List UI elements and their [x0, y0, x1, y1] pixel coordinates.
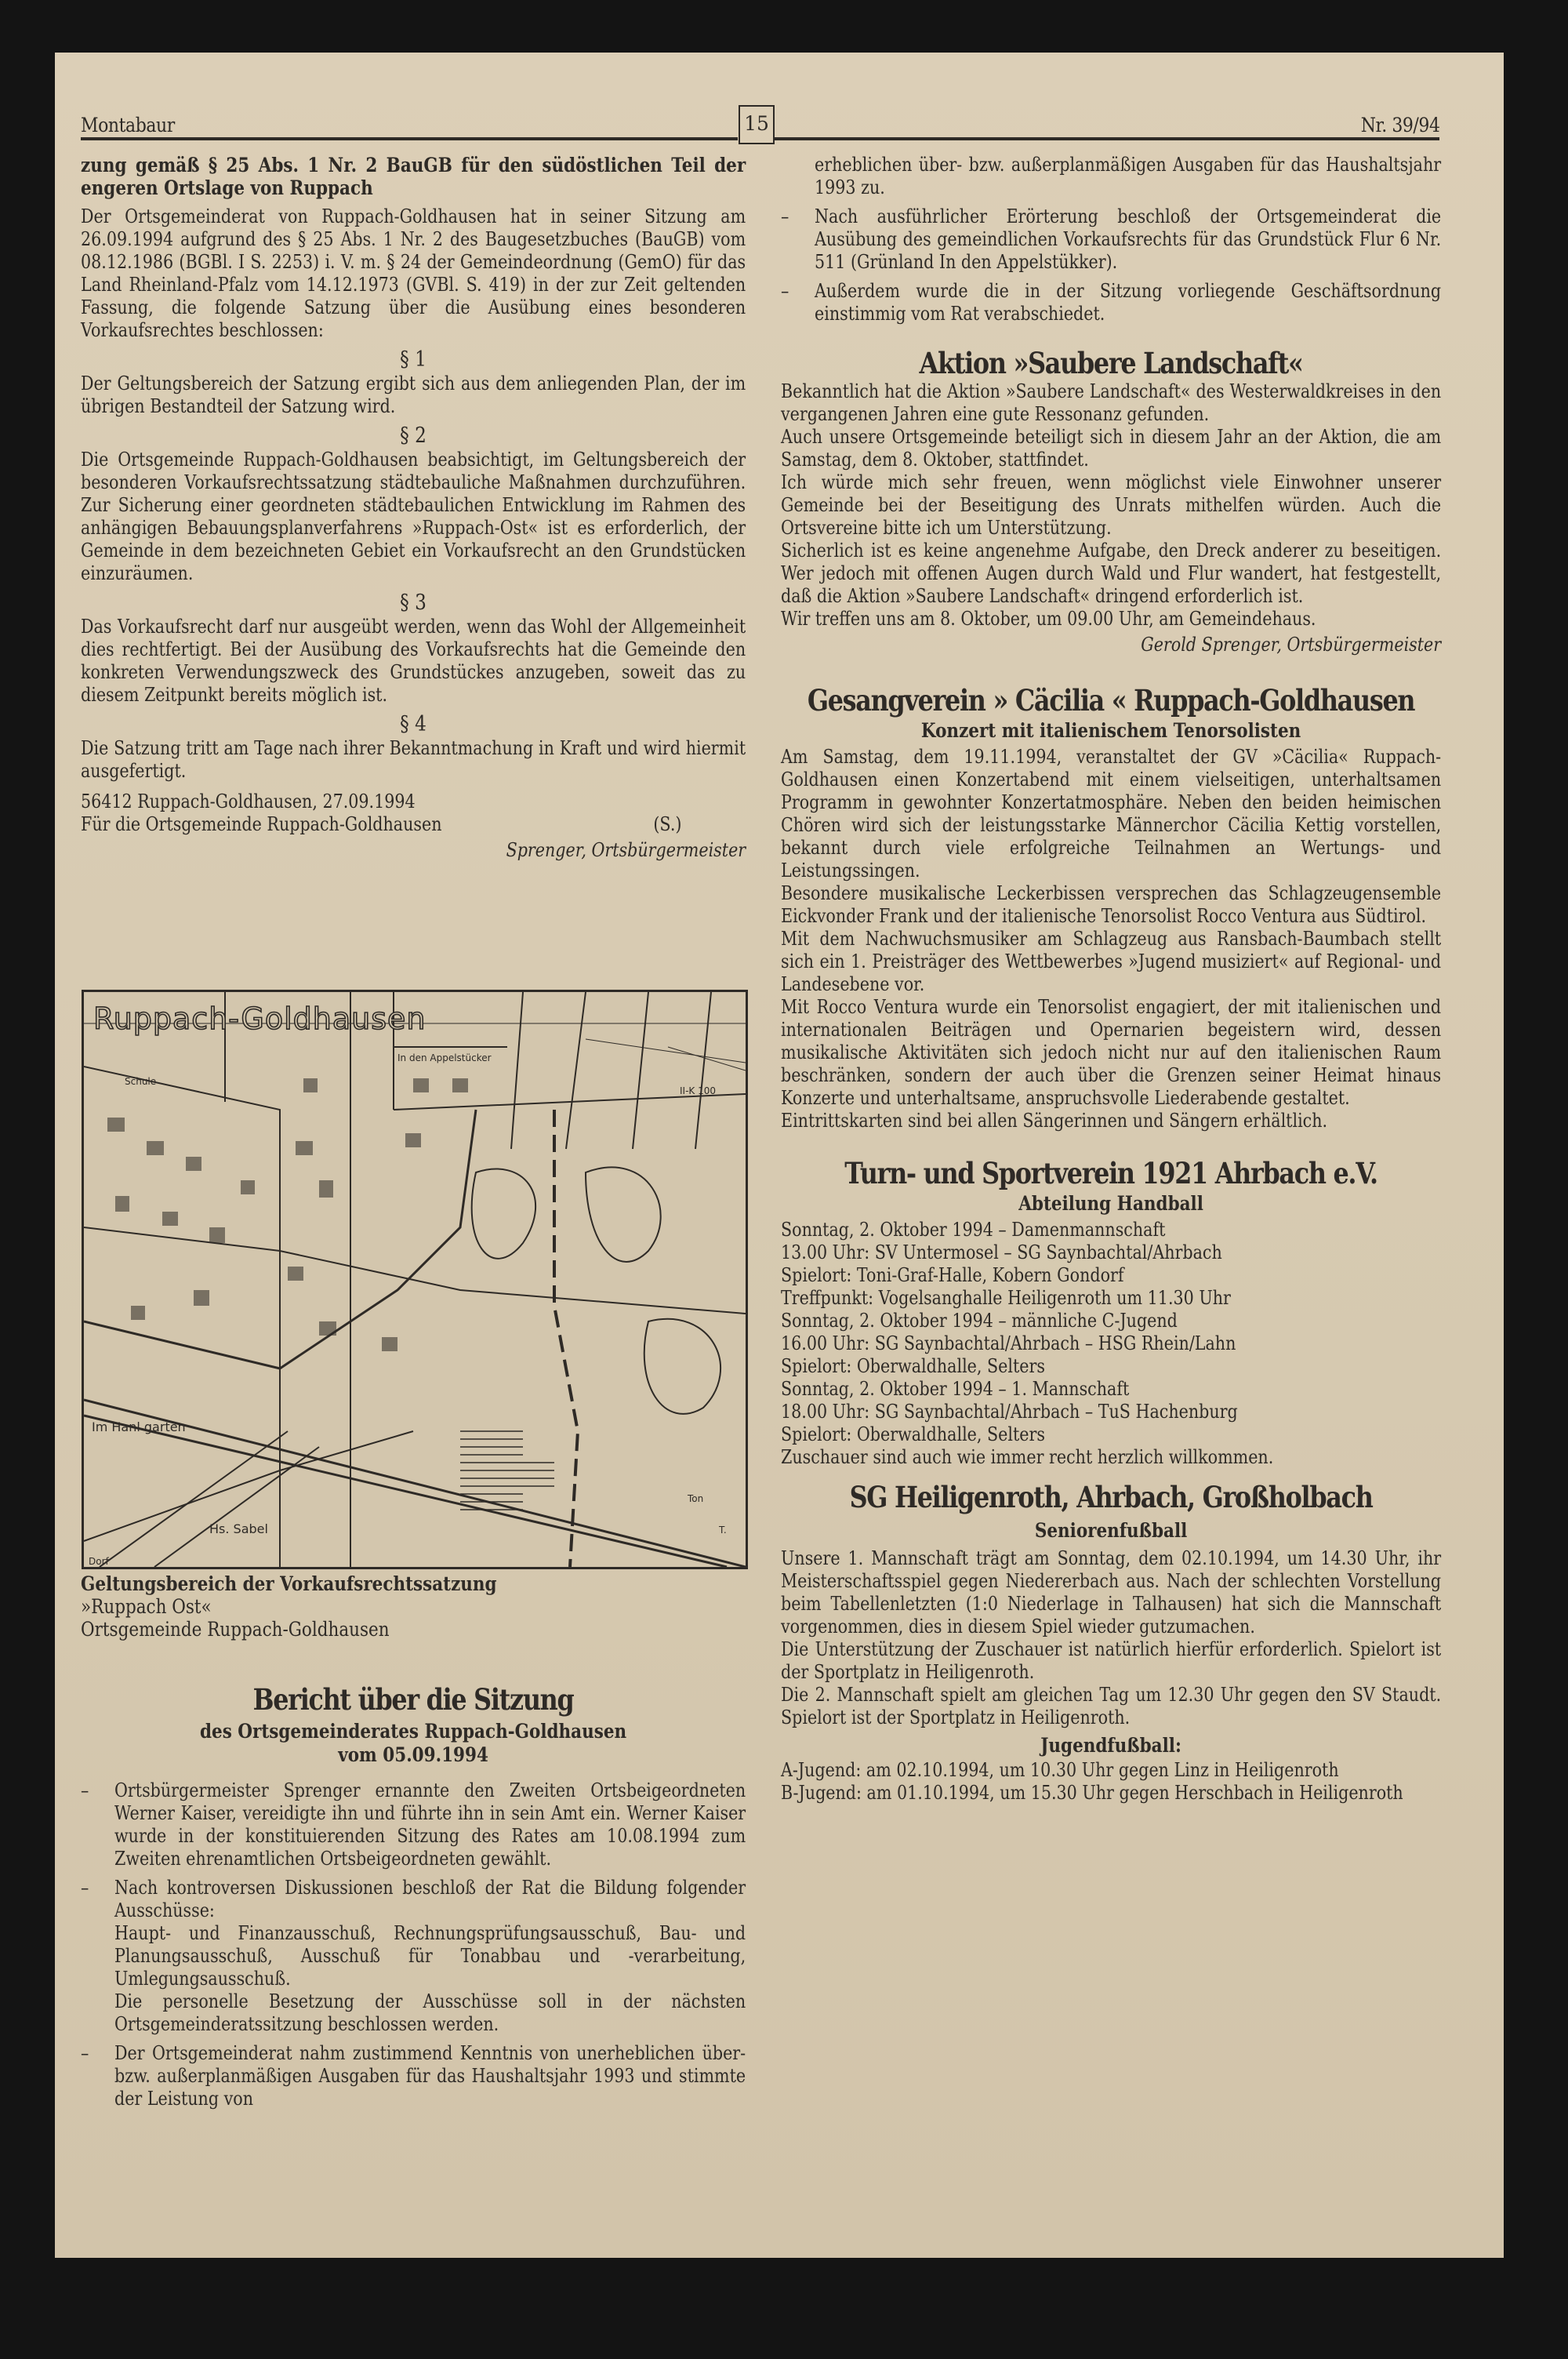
aktion-signature: Gerold Sprenger, Ortsbürgermeister: [1141, 634, 1442, 656]
gesangverein-paragraph: Am Samstag, dem 19.11.1994, veranstaltet der GV »Cäcilia« Ruppach-Goldhausen einen Konzertabend mit einem vielseitigen, unterhaltsamen Programm in gewohnter Konzertatmosphäre. Neben den beiden heimischen Chören wird sich der leistungsstarke Männerchor Cäcilia Kettig vorstellen, bekannt durch viele erfolgreiche Teilnahmen an Wertungs- und Leistungssingen.: [781, 746, 1442, 881]
map-label: II-K 100: [680, 1085, 716, 1096]
tus-line: Treffpunkt: Vogelsanghalle Heiligenroth um 11.30 Uhr: [781, 1287, 1231, 1309]
gesangverein-paragraph: Mit Rocco Ventura wurde ein Tenorsolist engagiert, der mit italienischen und internationalen Beiträgen und Opernarien begeistern wird, dessen musikalische Aktivitäten sich jedoch nicht nur auf den italienischen Raum beschränken, sondern der auch über die Grenzen seiner Heimat hinaus Konzerte und unterhaltsame, anspruchsvolle Liederabende gestaltet.: [781, 996, 1442, 1109]
sg-paragraph: Unsere 1. Mannschaft trägt am Sonntag, dem 02.10.1994, um 14.30 Uhr, ihr Meisterschaftsspiel gegen Niedererbach aus. Nach der schlechten Vorstellung beim Tabellenletzten (1:0 Niederlage in Talhausen) hat sich die Mannschaft vorgenommen, dies in diesem Spiel wieder gutzumachen.: [781, 1547, 1442, 1637]
gesangverein-subtitle: Konzert mit italienischem Tenorsolisten: [920, 719, 1301, 742]
section-text: Die Ortsgemeinde Ruppach-Goldhausen beabsichtigt, im Geltungsbereich der besonderen Vorkaufsrechtssatzung städtebauliche Maßnahmen durchzuführen. Zur Sicherung einer geordneten städtebaulichen Entwicklung im Rahmen des anhängigen Bebauungsplanverfahrens »Ruppach-Ost« ist es erforderlich, der Gemeinde in dem bezeichneten Gebiet ein Vorkaufsrecht an den Grundstücken einzuräumen.: [81, 449, 746, 584]
section-text: Der Geltungsbereich der Satzung ergibt sich aus dem anliegenden Plan, der im übrigen Bestandteil der Satzung wird.: [81, 373, 746, 417]
map-label: Hs. Sabel: [209, 1521, 268, 1536]
report-continuation: erheblichen über- bzw. außerplanmäßigen Ausgaben für das Haushaltsjahr 1993 zu.: [815, 154, 1442, 198]
report-item-text: – Nach kontroversen Diskussionen beschloß der Rat die Bildung folgender Ausschüsse:: [114, 1877, 746, 1921]
caption-line3: Ortsgemeinde Ruppach-Goldhausen: [81, 1618, 390, 1641]
header-town: Montabaur: [81, 114, 175, 136]
section-text: Die Satzung tritt am Tage nach ihrer Bekanntmachung in Kraft und wird hiermit ausgefertigt.: [81, 737, 746, 782]
gesangverein-paragraph: Mit dem Nachwuchsmusiker am Schlagzeug aus Ransbach-Baumbach stellt sich ein 1. Preisträger des Wettbewerbes »Jugend musiziert« auf Regional- und Landesebene vor.: [781, 928, 1442, 995]
map-label: In den Appelstücker: [397, 1052, 492, 1063]
page-number: 15: [739, 105, 775, 144]
youth-line: A-Jugend: am 02.10.1994, um 10.30 Uhr gegen Linz in Heiligenroth: [781, 1759, 1339, 1781]
for-line-row: [81, 813, 746, 836]
report-date: vom 05.09.1994: [338, 1743, 488, 1766]
map-label: Schule: [125, 1076, 157, 1087]
report-title: Bericht über die Sitzung: [252, 1682, 574, 1717]
satzung-heading: zung gemäß § 25 Abs. 1 Nr. 2 BauGB für den südöstlichen Teil der engeren Ortslage von Ruppach: [81, 154, 746, 199]
map-drawing: [84, 992, 746, 1567]
report-list: [81, 1779, 746, 2110]
map-label: Im Hanl garten: [92, 1419, 186, 1434]
report-item: – Ortsbürgermeister Sprenger ernannte den Zweiten Ortsbeigeordneten Werner Kaiser, vereidigte ihn und führte ihn in sein Amt ein. Werner Kaiser wurde in der konstituierenden Sitzung des Rates am 10.08.1994 zum Zweiten ehrenamtlichen Ortsbeigeordneten gewählt.: [81, 1779, 746, 1870]
tus-line: Spielort: Toni-Graf-Halle, Kobern Gondorf: [781, 1264, 1124, 1286]
aktion-paragraph: Auch unsere Ortsgemeinde beteiligt sich in diesem Jahr an der Aktion, die am Samstag, dem 8. Oktober, stattfindet.: [781, 426, 1442, 471]
tus-line: Zuschauer sind auch wie immer recht herzlich willkommen.: [781, 1446, 1274, 1468]
section-title: § 2: [400, 423, 426, 448]
gesangverein-title: Gesangverein » Cäcilia « Ruppach-Goldhausen: [807, 683, 1415, 718]
sg-paragraph: Die 2. Mannschaft spielt am gleichen Tag um 12.30 Uhr gegen den SV Staudt. Spielort ist der Sportplatz in Heiligenroth.: [781, 1684, 1442, 1728]
tus-line: Sonntag, 2. Oktober 1994 – 1. Mannschaft: [781, 1378, 1130, 1400]
map-label: Dorf: [89, 1556, 109, 1567]
tus-line: Sonntag, 2. Oktober 1994 – Damenmannschaft: [781, 1219, 1166, 1241]
map-label: Ton: [688, 1493, 704, 1504]
seal-mark: (S.): [653, 813, 682, 835]
gesangverein-paragraph: Eintrittskarten sind bei allen Sängerinnen und Sängern erhältlich.: [781, 1110, 1328, 1132]
aktion-title: Aktion »Saubere Landschaft«: [919, 346, 1303, 380]
aktion-paragraph: Sicherlich ist es keine angenehme Aufgabe, den Dreck anderer zu beseitigen. Wer jedoch mit offenen Augen durch Wald und Flur wandert, hat festgestellt, daß die Aktion »Saubere Landschaft« dringend erforderlich ist.: [781, 540, 1442, 607]
right-column: [781, 154, 1441, 1805]
issue-number: Nr. 39/94: [1361, 114, 1440, 136]
tus-line: 18.00 Uhr: SG Saynbachtal/Ahrbach – TuS Hachenburg: [781, 1401, 1238, 1423]
report-section: [81, 1682, 746, 2117]
signature: Sprenger, Ortsbürgermeister: [506, 839, 746, 861]
youth-title: Jugendfußball:: [1040, 1734, 1181, 1757]
report-list-continued: [781, 205, 1441, 325]
section-text: Das Vorkaufsrecht darf nur ausgeübt werden, wenn das Wohl der Allgemeinheit dies rechtfertigt. Bei der Ausübung des Vorkaufsrechts hat die Gemeinde den konkreten Verwendungszweck des Grundstückes anzugeben, soweit das zu diesem Zeitpunkt bereits möglich ist.: [81, 616, 746, 706]
site-plan-map: [82, 990, 748, 1569]
tus-subtitle: Abteilung Handball: [1018, 1192, 1203, 1215]
caption-line2: »Ruppach Ost«: [81, 1595, 212, 1618]
report-item: [81, 1877, 746, 2036]
tus-line: 16.00 Uhr: SG Saynbachtal/Ahrbach – HSG Rhein/Lahn: [781, 1332, 1236, 1354]
map-label: T.: [719, 1525, 727, 1536]
for-line: Für die Ortsgemeinde Ruppach-Goldhausen: [81, 813, 442, 835]
section-title: § 4: [400, 712, 426, 736]
tus-line: Spielort: Oberwaldhalle, Selters: [781, 1423, 1045, 1445]
tus-title: Turn- und Sportverein 1921 Ahrbach e.V.: [844, 1156, 1377, 1190]
report-item: – Außerdem wurde die in der Sitzung vorliegende Geschäftsordnung einstimmig vom Rat verabschiedet.: [781, 280, 1441, 325]
tus-line: Sonntag, 2. Oktober 1994 – männliche C-Jugend: [781, 1310, 1178, 1332]
gesangverein-paragraph: Besondere musikalische Leckerbissen versprechen das Schlagzeugensemble Eickvonder Frank und der italienische Tenorsolist Rocco Ventura aus Südtirol.: [781, 882, 1442, 927]
section-title: § 1: [400, 347, 426, 372]
caption-line1: Geltungsbereich der Vorkaufsrechtssatzung: [81, 1572, 497, 1595]
tus-line: Spielort: Oberwaldhalle, Selters: [781, 1355, 1045, 1377]
youth-line: B-Jugend: am 01.10.1994, um 15.30 Uhr gegen Herschbach in Heiligenroth: [781, 1782, 1403, 1804]
committee-note: Die personelle Besetzung der Ausschüsse soll in der nächsten Ortsgemeinderatssitzung beschlossen werden.: [114, 1990, 746, 2035]
header-rule-left: [81, 137, 738, 140]
section-title: § 3: [400, 591, 426, 615]
aktion-paragraph: Ich würde mich sehr freuen, wenn möglichst viele Einwohner unserer Gemeinde bei der Beseitigung des Unrats mithelfen würden. Auch die Ortsvereine bitte ich um Unterstützung.: [781, 471, 1442, 539]
map-title-lettering: Ruppach-Goldhausen: [93, 1001, 426, 1036]
place-date: 56412 Ruppach-Goldhausen, 27.09.1994: [81, 791, 416, 812]
report-subtitle: des Ortsgemeinderates Ruppach-Goldhausen: [199, 1720, 627, 1743]
left-column: [81, 154, 746, 862]
committee-list: Haupt- und Finanzausschuß, Rechnungsprüfungsausschuß, Bau- und Planungsausschuß, Ausschuß für Tonabbau und -verarbeitung, Umlegungsausschuß.: [114, 1922, 746, 1990]
satzung-intro: Der Ortsgemeinderat von Ruppach-Goldhausen hat in seiner Sitzung am 26.09.1994 aufgrund des § 25 Abs. 1 Nr. 2 des Baugesetzbuches (BauGB) vom 08.12.1986 (BGBl. I S. 2253) i. V. m. § 24 der Gemeindeordnung (GemO) für das Land Rheinland-Pfalz vom 14.12.1973 (GVBl. S. 419) in der zur Zeit geltenden Fassung, die folgende Satzung über die Ausübung eines besonderen Vorkaufsrechtes beschlossen:: [81, 205, 746, 341]
map-caption: [81, 1572, 746, 1641]
sg-title: SG Heiligenroth, Ahrbach, Großholbach: [849, 1480, 1373, 1514]
aktion-paragraph: Bekanntlich hat die Aktion »Saubere Landschaft« des Westerwaldkreises in den vergangenen Jahren eine gute Ressonanz gefunden.: [781, 380, 1442, 425]
header-rule-right: [773, 137, 1439, 140]
sg-subtitle: Seniorenfußball: [1034, 1519, 1188, 1542]
tus-line: 13.00 Uhr: SV Untermosel – SG Saynbachtal/Ahrbach: [781, 1241, 1222, 1263]
report-item: – Der Ortsgemeinderat nahm zustimmend Kenntnis von unerheblichen über- bzw. außerplanmäßigen Ausgaben für das Haushaltsjahr 1993 und stimmte der Leistung von: [81, 2042, 746, 2110]
report-item: – Nach ausführlicher Erörterung beschloß der Ortsgemeinderat die Ausübung des gemeindlichen Vorkaufsrechts für das Grundstück Flur 6 Nr. 511 (Grünland In den Appelstükker).: [781, 205, 1441, 274]
sg-paragraph: Die Unterstützung der Zuschauer ist natürlich hierfür erforderlich. Spielort ist der Sportplatz in Heiligenroth.: [781, 1638, 1442, 1683]
aktion-paragraph: Wir treffen uns am 8. Oktober, um 09.00 Uhr, am Gemeindehaus.: [781, 608, 1316, 630]
